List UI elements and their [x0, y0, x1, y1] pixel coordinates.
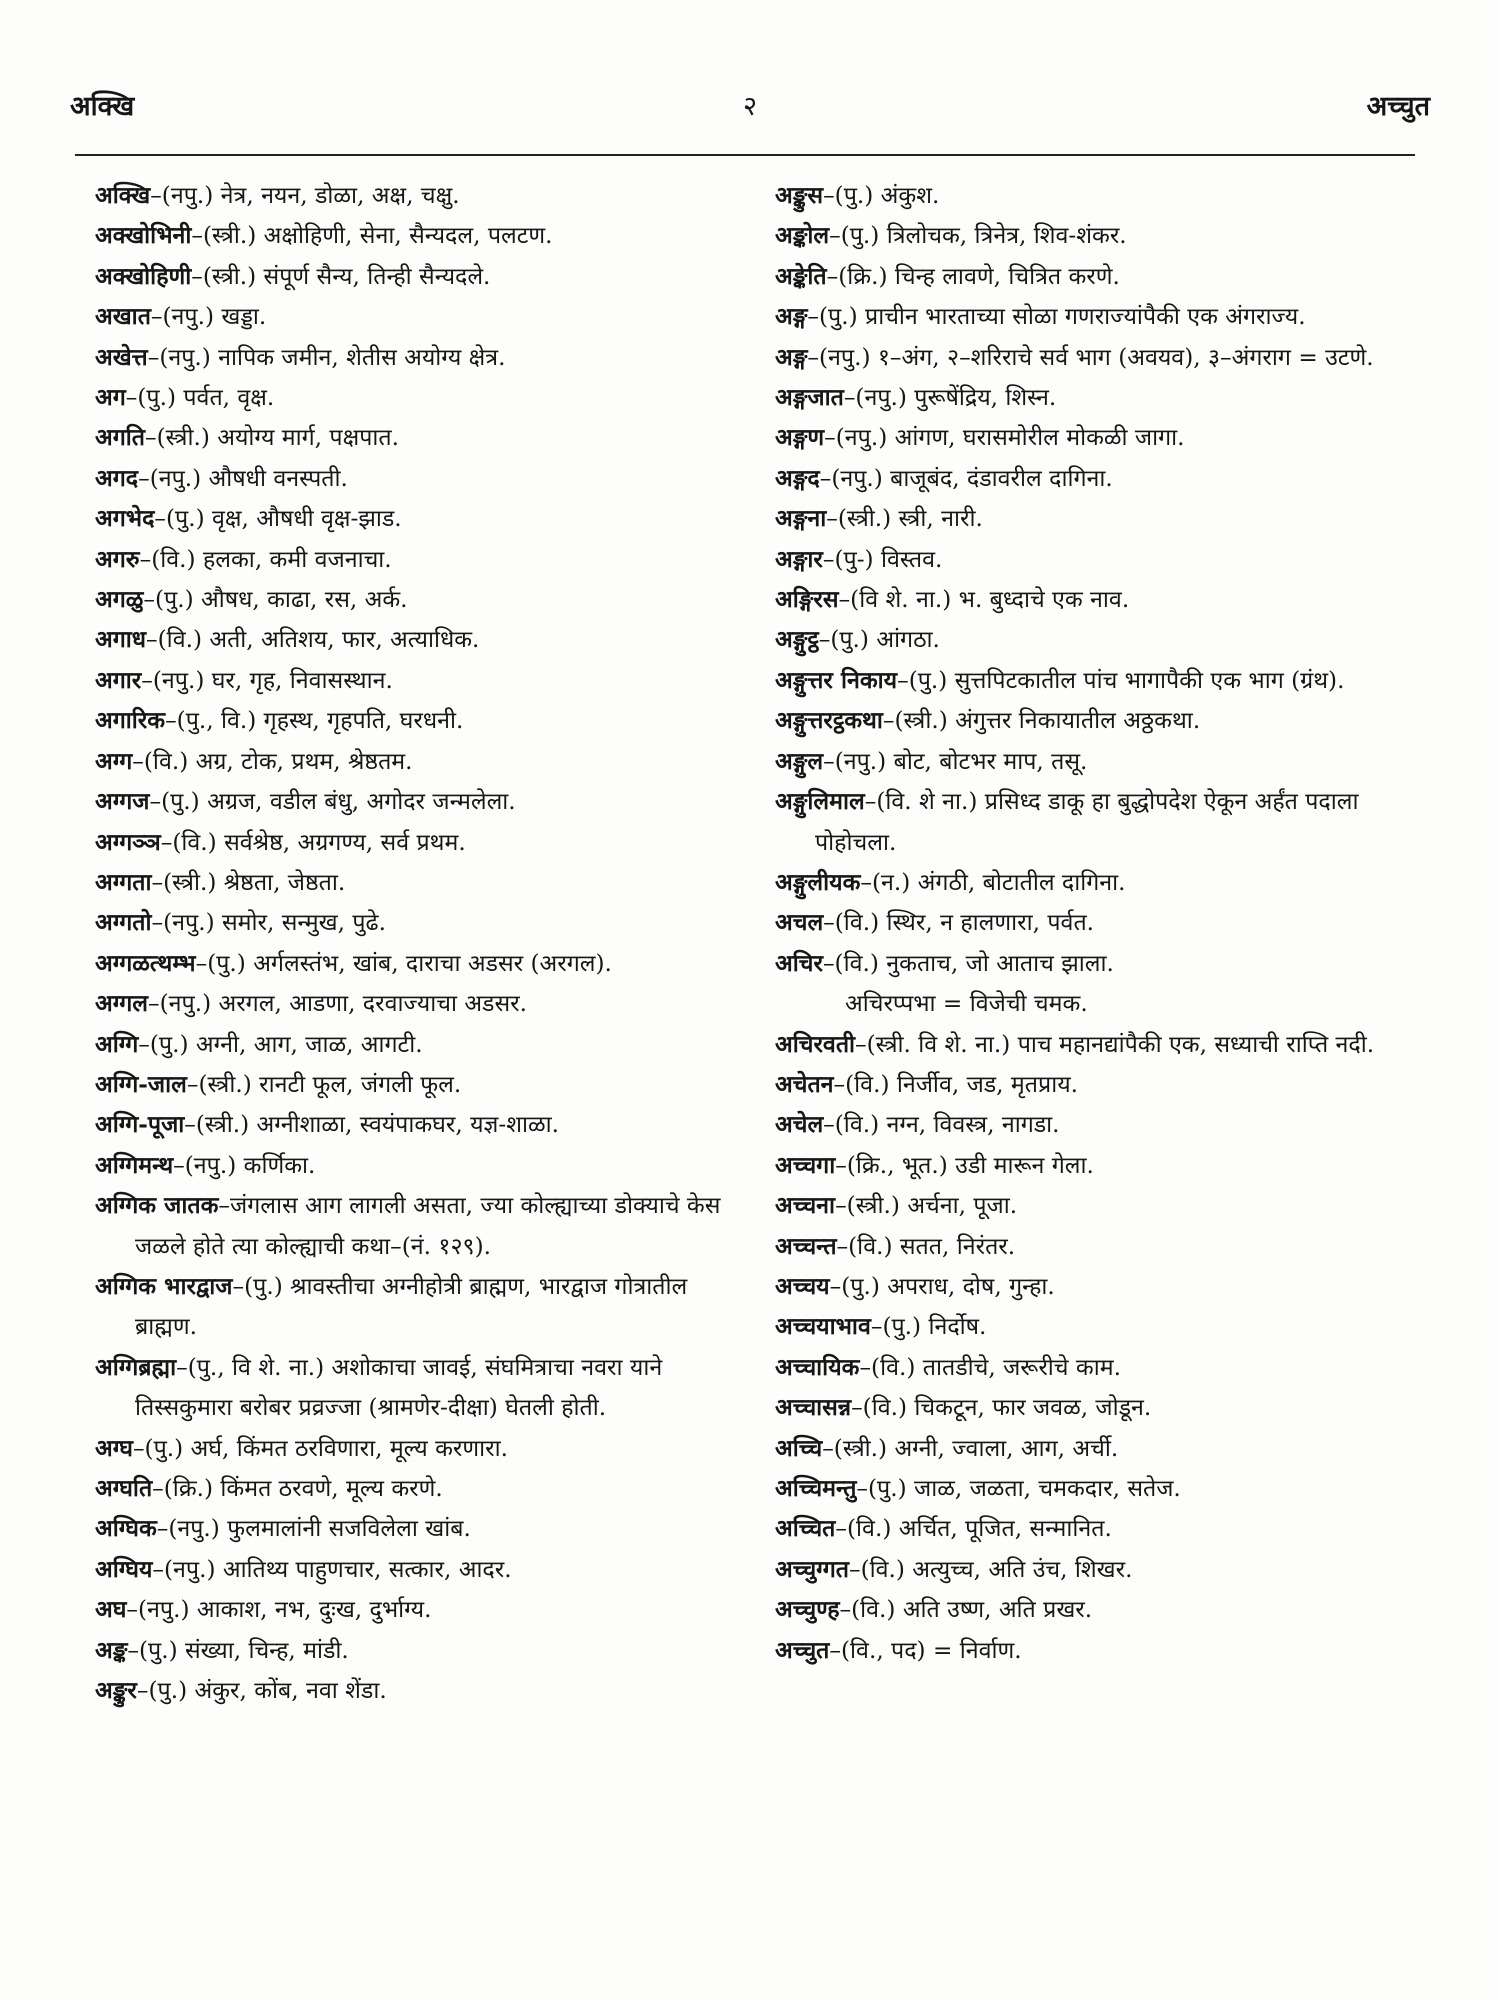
entry-headword: अच्चुण्ह	[775, 1596, 840, 1624]
entry-headword: अगरु	[95, 545, 140, 573]
dictionary-entry	[775, 661, 1425, 701]
dictionary-entry	[775, 1550, 1425, 1590]
entry-headword: अगभेद	[95, 505, 155, 533]
entry-definition: –(वि.) नुकताच, जो आताच झाला.	[822, 949, 1114, 977]
dictionary-entry	[95, 499, 755, 539]
dictionary-entry	[775, 1469, 1425, 1509]
dictionary-entry	[95, 863, 755, 903]
dictionary-entry	[95, 1550, 755, 1590]
dictionary-entry	[775, 1146, 1425, 1186]
dictionary-entry	[775, 580, 1425, 620]
dictionary-entry	[95, 338, 755, 378]
entry-headword: अच्चुग्गत	[775, 1555, 849, 1583]
entry-headword: अग्ग	[95, 747, 133, 775]
entry-definition: –(नपु.) बोट, बोटभर माप, तसू.	[823, 747, 1088, 775]
entry-headword: अच्चि	[775, 1434, 823, 1462]
entry-headword: अङ्गार	[775, 545, 823, 573]
entry-headword: अच्चुत	[775, 1636, 830, 1664]
entry-headword: अङ्कोल	[775, 222, 830, 250]
entry-definition: –(वि. शे ना.) प्रसिध्द डाकू हा बुद्धोपदेश ऐकून अर्हंत पदाला पोहोचला.	[815, 788, 1359, 856]
entry-definition: –(पु.) औषध, काढा, रस, अर्क.	[143, 586, 408, 614]
dictionary-entry	[775, 338, 1425, 378]
dictionary-entry	[95, 1509, 755, 1549]
entry-definition: –(नपु.) खड्डा.	[150, 303, 267, 331]
entry-definition: –(वि.) निर्जीव, जड, मृतप्राय.	[833, 1070, 1079, 1098]
entry-definition: –(वि.) अती, अतिशय, फार, अत्याधिक.	[146, 626, 480, 654]
entry-definition: –(पु.) अग्नी, आग, जाळ, आगटी.	[138, 1030, 423, 1058]
entry-headword: अखात	[95, 303, 151, 331]
dictionary-entry	[95, 1469, 755, 1509]
header-divider	[75, 154, 1415, 156]
dictionary-entry	[775, 1227, 1425, 1267]
entry-headword: अग्घिक	[95, 1515, 157, 1543]
dictionary-entry	[95, 418, 755, 458]
entry-definition: –(पु.) आंगठा.	[818, 626, 940, 654]
entry-headword: अङ्गुलिमाल	[775, 788, 865, 816]
entry-headword: अङ्गिरस	[775, 586, 839, 614]
entry-definition: –(नपु.) कर्णिका.	[173, 1151, 316, 1179]
entry-definition: –(नपु.) नेत्र, नयन, डोळा, अक्ष, चक्षु.	[150, 182, 460, 209]
entry-definition: –(क्रि.) किंमत ठरवणे, मूल्य करणे.	[152, 1475, 443, 1502]
entry-headword: अक्खोहिणी	[95, 262, 192, 290]
entry-definition: –(क्रि., भूत.) उडी मारून गेला.	[835, 1151, 1094, 1179]
entry-headword: अङ्ग	[775, 303, 808, 331]
entry-headword: अगद	[95, 464, 139, 492]
entry-definition: –(पु.) प्राचीन भारताच्या सोळा गणराज्यांपैकी एक अंगराज्य.	[807, 303, 1306, 331]
dictionary-entry	[775, 782, 1425, 863]
dictionary-entry	[775, 176, 1425, 216]
entry-definition: –(नपु.) आंगण, घरासमोरील मोकळी जागा.	[824, 424, 1185, 452]
dictionary-entry	[95, 1671, 755, 1711]
dictionary-entry	[775, 1267, 1425, 1307]
entry-definition: –(स्त्री.) रानटी फूल, जंगली फूल.	[186, 1070, 462, 1098]
entry-definition: –(न.) अंगठी, बोटातील दागिना.	[860, 868, 1126, 896]
entry-headword: अङ्ग	[775, 343, 808, 371]
entry-headword: अखेत्त	[95, 343, 148, 371]
entry-definition: –(नपु.) अरगल, आडणा, दरवाज्याचा अडसर.	[148, 990, 527, 1018]
dictionary-entry	[775, 378, 1425, 418]
dictionary-entry	[95, 620, 755, 660]
dictionary-entry	[95, 1146, 755, 1186]
entry-definition: –(वि.) सर्वश्रेष्ठ, अग्रगण्य, सर्व प्रथम.	[160, 828, 466, 856]
dictionary-entry	[95, 823, 755, 863]
entry-definition: –(वि.) चिकटून, फार जवळ, जोडून.	[851, 1394, 1152, 1422]
entry-headword: अङ्गुलीयक	[775, 868, 861, 896]
entry-headword: अच्चन्त	[775, 1232, 837, 1260]
dictionary-entry	[775, 297, 1425, 337]
entry-definition: –(पु.) त्रिलोचक, त्रिनेत्र, शिव-शंकर.	[829, 222, 1127, 250]
entry-headword: अच्चना	[775, 1192, 836, 1220]
dictionary-entry	[775, 499, 1425, 539]
entry-definition: –(नपु.) फुलमालांनी सजविलेला खांब.	[156, 1515, 471, 1543]
dictionary-entry	[95, 903, 755, 943]
entry-definition: –(नपु.) बाजूबंद, दंडावरील दागिना.	[819, 464, 1113, 492]
entry-definition: –(पु.) श्रावस्तीचा अग्नीहोत्री ब्राह्मण, भारद्वाज गोत्रातील ब्राह्मण.	[135, 1272, 688, 1341]
entry-headword: अगार	[95, 666, 142, 694]
dictionary-entry	[95, 1590, 755, 1630]
entry-definition: –(वि.) स्थिर, न हालणारा, पर्वत.	[823, 909, 1095, 937]
entry-headword: अङ्क	[95, 1636, 128, 1664]
entry-headword: अङ्कुर	[95, 1677, 137, 1705]
entry-headword: अग्गिब्रह्मा	[95, 1353, 177, 1381]
header-last-word: अच्चुत	[1366, 91, 1430, 122]
entry-headword: अग्गि-जाल	[95, 1070, 187, 1098]
entry-headword: अच्चय	[775, 1272, 830, 1300]
entry-definition: –(पु-) विस्तव.	[822, 545, 943, 573]
entry-headword: अग्गि-पूजा	[95, 1111, 185, 1139]
entry-headword: अङ्गुल	[775, 747, 824, 775]
entry-definition: –(पु.) पर्वत, वृक्ष.	[125, 384, 275, 412]
dictionary-entry	[95, 257, 755, 297]
dictionary-entry	[95, 661, 755, 701]
dictionary-entry	[95, 1429, 755, 1469]
entry-definition: –(स्त्री.) श्रेष्ठता, जेष्ठता.	[151, 868, 346, 896]
dictionary-entry	[775, 1025, 1425, 1065]
dictionary-entry	[95, 701, 755, 741]
left-column	[95, 176, 755, 1711]
entry-definition: –(पु.) अंकुर, कोंब, नवा शेंडा.	[136, 1677, 387, 1705]
entry-definition: –(स्त्री.) अर्चना, पूजा.	[835, 1192, 1018, 1220]
entry-definition: –(नपु.) आकाश, नभ, दुःख, दुर्भाग्य.	[126, 1596, 432, 1624]
dictionary-entry	[775, 984, 1425, 1024]
dictionary-entry	[775, 257, 1425, 297]
dictionary-entry	[95, 742, 755, 782]
dictionary-entry	[775, 418, 1425, 458]
entry-headword: अङ्कुस	[775, 182, 824, 209]
entry-headword: अच्चासन्न	[775, 1394, 852, 1422]
dictionary-entry	[95, 782, 755, 822]
entry-definition: –(स्त्री.) अक्षोहिणी, सेना, सैन्यदल, पलटण.	[191, 222, 553, 250]
entry-definition: –(पु., वि शे. ना.) अशोकाचा जावई, संघमित्राचा नवरा याने तिस्सकुमारा बरोबर प्रव्रज्जा (श्रामणेर-दीक्षा) घेतली होती.	[135, 1353, 663, 1422]
entry-definition: –(पु.) अर्गलस्तंभ, खांब, दाराचा अडसर (अरगल).	[195, 949, 612, 977]
entry-definition: –(क्रि.) चिन्ह लावणे, चित्रित करणे.	[826, 262, 1120, 290]
entry-headword: अङ्गण	[775, 424, 825, 452]
entry-definition: –(नपु.) नापिक जमीन, शेतीस अयोग्य क्षेत्र.	[147, 343, 506, 371]
entry-definition: –(वि शे. ना.) भ. बुध्दाचे एक नाव.	[838, 586, 1130, 614]
entry-headword: अगळु	[95, 586, 144, 614]
dictionary-entry	[95, 1186, 755, 1267]
dictionary-entry	[95, 1348, 755, 1429]
entry-definition: –(स्त्री. वि शे. ना.) पाच महानद्यांपैकी एक, सध्याची राप्ति नदी.	[855, 1030, 1375, 1058]
dictionary-entry	[95, 1065, 755, 1105]
entry-definition: अचिरप्पभा = विजेची चमक.	[845, 990, 1088, 1018]
entry-headword: अक्खि	[95, 182, 151, 209]
entry-definition: –(नपु.) औषधी वनस्पती.	[138, 464, 348, 492]
entry-definition: –(वि.) अत्युच्च, अति उंच, शिखर.	[848, 1555, 1133, 1583]
entry-definition: –(पु.) अग्रज, वडील बंधु, अगोदर जन्मलेला.	[149, 788, 516, 816]
dictionary-entry	[95, 540, 755, 580]
entry-headword: अक्खोभिनी	[95, 222, 192, 250]
entry-headword: अङ्गद	[775, 464, 820, 492]
entry-headword: अग्घ	[95, 1434, 133, 1462]
entry-definition: –(वि.) अग्र, टोक, प्रथम, श्रेष्ठतम.	[132, 747, 413, 775]
entry-headword: अग्गि	[95, 1030, 139, 1058]
entry-headword: अग्गता	[95, 868, 152, 896]
dictionary-entry	[775, 216, 1425, 256]
entry-definition: –(वि.) अति उष्ण, अति प्रखर.	[839, 1596, 1093, 1624]
dictionary-entry	[775, 1186, 1425, 1226]
dictionary-entry	[95, 1631, 755, 1671]
entry-definition: –(स्त्री.) अग्नी, ज्वाला, आग, अर्ची.	[822, 1434, 1119, 1462]
entry-definition: –(स्त्री.) अंगुत्तर निकायातील अठ्ठकथा.	[882, 707, 1201, 735]
dictionary-entry	[775, 1348, 1425, 1388]
dictionary-entry	[775, 459, 1425, 499]
entry-headword: अग्गिमन्थ	[95, 1151, 174, 1179]
entry-definition: –(पु.) सुत्तपिटकातील पांच भागापैकी एक भाग (ग्रंथ).	[897, 666, 1345, 694]
entry-definition: –(नपु.) घर, गृह, निवासस्थान.	[141, 666, 393, 694]
entry-definition: –(वि.) अर्चित, पूजित, सन्मानित.	[835, 1515, 1112, 1543]
entry-definition: –(पु.) वृक्ष, औषधी वृक्ष-झाड.	[154, 505, 402, 533]
entry-headword: अग्गतो	[95, 909, 152, 937]
dictionary-entry	[95, 580, 755, 620]
dictionary-entry	[775, 1065, 1425, 1105]
dictionary-entry	[95, 944, 755, 984]
entry-definition: –(वि.) हलका, कमी वजनाचा.	[139, 545, 392, 573]
entry-headword: अग्गञ्ञ	[95, 828, 161, 856]
entry-definition: –(पु.) अपराध, दोष, गुन्हा.	[829, 1272, 1055, 1300]
dictionary-entry	[775, 903, 1425, 943]
entry-headword: अचिरवती	[775, 1030, 856, 1058]
dictionary-entry	[95, 984, 755, 1024]
dictionary-entry	[95, 1025, 755, 1065]
entry-headword: अच्चयाभाव	[775, 1313, 871, 1341]
entry-definition: –(वि., पद) = निर्वाण.	[829, 1636, 1022, 1664]
dictionary-entry	[775, 944, 1425, 984]
dictionary-entry	[95, 378, 755, 418]
entry-definition: –(पु.) अंकुश.	[823, 182, 940, 209]
entry-headword: अग्घति	[95, 1475, 153, 1502]
dictionary-entry	[775, 1307, 1425, 1347]
entry-definition: –(नपु.) समोर, सन्मुख, पुढे.	[151, 909, 386, 937]
dictionary-entry	[95, 176, 755, 216]
entry-definition: –(पु.) संख्या, चिन्ह, मांडी.	[127, 1636, 349, 1664]
entry-headword: अचेल	[775, 1111, 824, 1139]
header-first-word: अक्खि	[70, 91, 135, 122]
dictionary-entry	[775, 1388, 1425, 1428]
entry-definition: –(वि.) तातडीचे, जरूरीचे काम.	[859, 1353, 1121, 1381]
entry-headword: अग्घिय	[95, 1555, 153, 1583]
entry-definition: –(नपु.) पुरूषेंद्रिय, शिस्न.	[843, 384, 1057, 412]
entry-headword: अङ्केति	[775, 262, 827, 290]
entry-headword: अच्चित	[775, 1515, 836, 1543]
entry-definition: –(पु.) अर्घ, किंमत ठरविणारा, मूल्य करणारा.	[132, 1434, 509, 1462]
entry-definition: –(स्त्री.) संपूर्ण सैन्य, तिन्ही सैन्यदले.	[191, 262, 491, 290]
entry-headword: अगाध	[95, 626, 147, 654]
entry-definition: –(पु., वि.) गृहस्थ, गृहपति, घरधनी.	[165, 707, 464, 735]
entry-headword: अगारिक	[95, 707, 166, 735]
dictionary-entry	[775, 540, 1425, 580]
entry-headword: अङ्गना	[775, 505, 827, 533]
dictionary-entry	[775, 1509, 1425, 1549]
entry-definition: –(नपु.) आतिथ्य पाहुणचार, सत्कार, आदर.	[152, 1555, 512, 1583]
dictionary-entry	[775, 701, 1425, 741]
dictionary-entry	[775, 1105, 1425, 1145]
entry-definition: –(पु.) जाळ, जळता, चमकदार, सतेज.	[856, 1475, 1181, 1502]
entry-headword: अचेतन	[775, 1070, 834, 1098]
entry-headword: अङ्गुत्तरट्ठकथा	[775, 707, 883, 735]
dictionary-entry	[775, 1590, 1425, 1630]
entry-headword: अघ	[95, 1596, 127, 1624]
dictionary-entry	[775, 742, 1425, 782]
entry-headword: अङ्गुत्तर निकाय	[775, 666, 898, 694]
page-number: २	[742, 91, 758, 122]
entry-headword: अच्चायिक	[775, 1353, 860, 1381]
entry-definition: –(स्त्री.) स्त्री, नारी.	[826, 505, 983, 533]
dictionary-entry	[775, 620, 1425, 660]
entry-headword: अचल	[775, 909, 824, 937]
entry-definition: –(पु.) निर्दोष.	[870, 1313, 987, 1341]
entry-definition: –(स्त्री.) अयोग्य मार्ग, पक्षपात.	[145, 424, 399, 452]
entry-headword: अग्गिक जातक	[95, 1192, 219, 1220]
entry-definition: –(वि.) नग्न, विवस्त्र, नागडा.	[823, 1111, 1060, 1139]
entry-headword: अचिर	[775, 949, 823, 977]
entry-definition: –(नपु.) १–अंग, २–शरिराचे सर्व भाग (अवयव), ३–अंगराग = उटणे.	[807, 343, 1374, 371]
entry-headword: अग्गळत्थम्भ	[95, 949, 196, 977]
entry-definition: –(स्त्री.) अग्नीशाळा, स्वयंपाकघर, यज्ञ-शाळा.	[184, 1111, 559, 1139]
entry-headword: अच्चिमन्तु	[775, 1475, 857, 1502]
entry-headword: अग्गज	[95, 788, 150, 816]
dictionary-entry	[95, 459, 755, 499]
right-column	[775, 176, 1425, 1671]
dictionary-entry	[775, 1429, 1425, 1469]
dictionary-entry	[775, 1631, 1425, 1671]
dictionary-entry	[95, 297, 755, 337]
entry-headword: अग	[95, 384, 126, 412]
entry-definition: –जंगलास आग लागली असता, ज्या कोल्ह्याच्या डोक्याचे केस जळले होते त्या कोल्ह्याची कथा–(नं. १२९).	[135, 1192, 721, 1260]
entry-headword: अङ्गुट्ठ	[775, 626, 819, 654]
entry-headword: अच्चगा	[775, 1151, 836, 1179]
page-header	[70, 86, 1430, 126]
dictionary-entry	[95, 1105, 755, 1145]
dictionary-entry	[95, 216, 755, 256]
entry-headword: अगति	[95, 424, 145, 452]
dictionary-entry	[95, 1267, 755, 1348]
entry-definition: –(वि.) सतत, निरंतर.	[836, 1232, 1016, 1260]
entry-headword: अग्गिक भारद्वाज	[95, 1272, 233, 1300]
entry-headword: अग्गल	[95, 990, 149, 1018]
dictionary-entry	[775, 863, 1425, 903]
entry-headword: अङ्गजात	[775, 384, 844, 412]
